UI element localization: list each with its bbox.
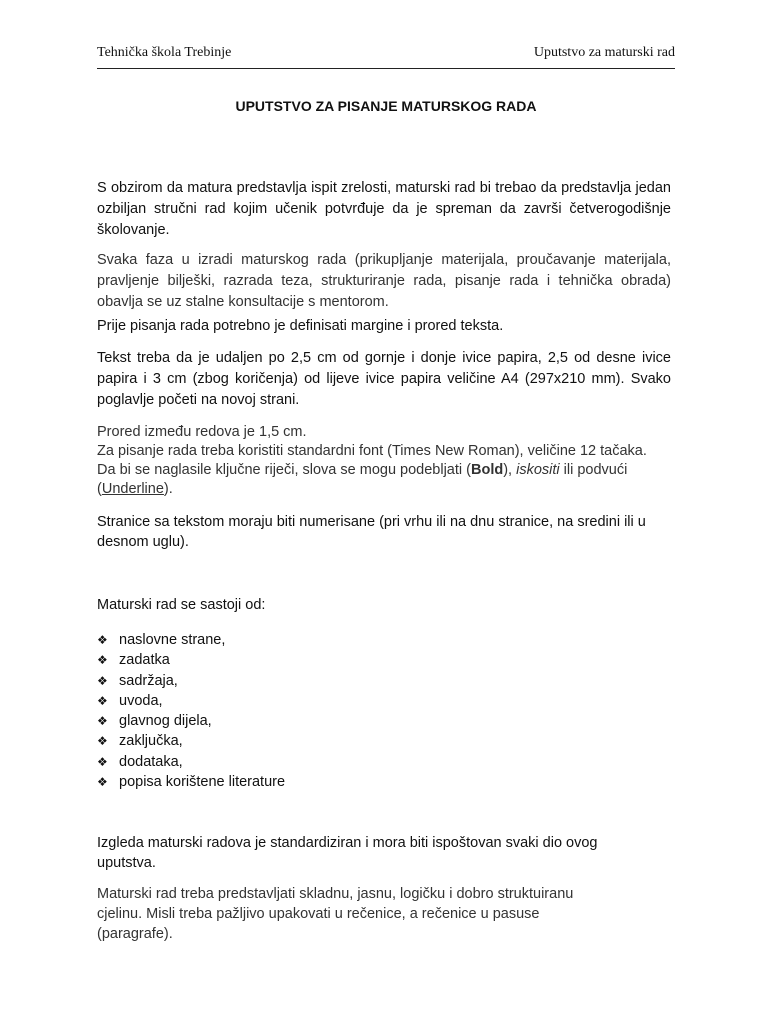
list-item [97, 711, 285, 731]
list-item-text: sadržaja, [119, 672, 178, 689]
paragraph-appearance: Izgleda maturski radova je standardiziran i mora biti ispoštovan svaki dio ovog uputstva. [97, 835, 598, 871]
header-rule [97, 68, 675, 69]
list-item-text: naslovne strane, [119, 632, 226, 648]
list-item [97, 671, 285, 691]
paragraph-intro: S obzirom da matura predstavlja ispit zrelosti, maturski rad bi trebao da predstavlja jedan ozbiljan stručni rad kojim učenik potvrđuje da je spreman da završi četverogodišnje školovanje. [97, 180, 671, 238]
list-item-text: popisa korištene literature [119, 774, 286, 791]
list-item [97, 650, 285, 670]
list-item [97, 630, 285, 650]
list-item [97, 731, 285, 751]
paragraph-phases: Svaka faza u izradi maturskog rada (prikupljanje materijala, proučavanje materijala, pravljenje bilješki, razrada teza, strukturiranje rada, pisanje rada i tehnička obrada) obavlja se uz stalne konsultacije s mentorom. [97, 252, 671, 310]
paragraph-distance: Tekst treba da je udaljen po 2,5 cm od gornje i donje ivice papira, 2,5 od desne ivice papira i 3 cm (zbog koričenja) od lijeve ivice papira veličine A4 (297x210 mm). Svako poglavlje početi na novoj strani. [97, 350, 671, 408]
list-item-text: uvoda, [119, 692, 163, 709]
diamond-bullet-icon: ❖ [97, 734, 108, 749]
diamond-bullet-icon: ❖ [97, 653, 108, 668]
school-name: Tehnička škola Trebinje [97, 45, 232, 60]
diamond-bullet-icon: ❖ [97, 633, 108, 647]
underline-example: Underline [101, 481, 164, 497]
diamond-bullet-icon: ❖ [97, 775, 108, 790]
paragraph-numbering: Stranice sa tekstom moraju biti numerisane (pri vrhu ili na dnu stranice, na sredini ili u desnom uglu). [97, 514, 646, 550]
paragraph-margins: Prije pisanja rada potrebno je definisati margine i prored teksta. [97, 318, 504, 334]
list-item-text: zaključka, [119, 733, 183, 750]
parts-list [97, 630, 285, 792]
font-text: Za pisanje rada treba koristiti standardni font (Times New Roman), veličine 12 tačaka. [97, 443, 647, 459]
list-item-text: zadatka [119, 652, 170, 669]
list-item-text: glavnog dijela, [119, 713, 212, 730]
list-item [97, 691, 285, 711]
page-header [97, 45, 675, 67]
diamond-bullet-icon: ❖ [97, 673, 108, 688]
line-spacing-text: Prored između redova je 1,5 cm. [97, 424, 307, 440]
emphasis-text-end: ). [163, 481, 173, 497]
diamond-bullet-icon: ❖ [97, 693, 108, 708]
paragraph-formatting [97, 423, 671, 499]
italic-example: iskositi [516, 462, 560, 478]
emphasis-text-mid1: ), [503, 462, 517, 478]
diamond-bullet-icon: ❖ [97, 714, 108, 729]
list-item-text: dodataka, [119, 753, 183, 770]
paragraph-structure: Maturski rad treba predstavljati skladnu, jasnu, logičku i dobro struktuiranu cjelinu. Misli treba pažljivo upakovati u rečenice, a rečenice u pasuse (paragrafe). [97, 886, 574, 942]
list-item [97, 772, 285, 792]
paragraph-consists: Maturski rad se sastoji od: [97, 597, 266, 613]
emphasis-text [97, 461, 671, 499]
emphasis-text-mid2: ili podvući ( [97, 462, 628, 497]
page-title: UPUTSTVO ZA PISANJE MATURSKOG RADA [235, 98, 537, 114]
diamond-bullet-icon: ❖ [97, 754, 108, 769]
emphasis-text-start: Da bi se naglasile ključne riječi, slova se mogu podebljati ( [97, 462, 471, 478]
bold-example: Bold [470, 462, 504, 478]
list-item [97, 752, 285, 772]
document-name: Uputstvo za maturski rad [533, 45, 675, 60]
